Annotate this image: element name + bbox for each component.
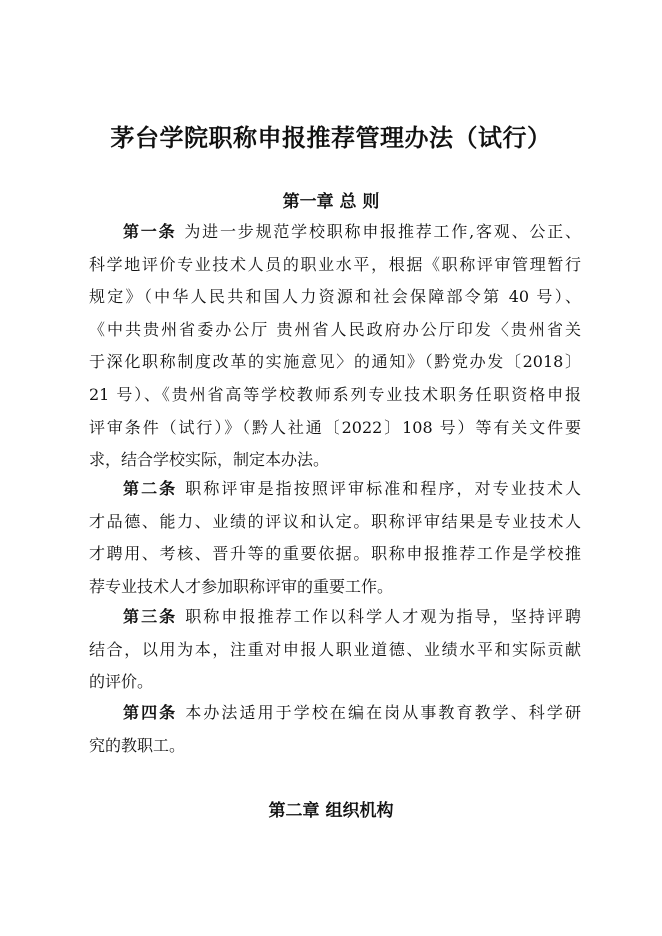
article-first-line bbox=[123, 702, 581, 724]
article-line bbox=[89, 384, 581, 406]
article-text: 才品德、能力、业绩的评议和认定。职称评审结果是专业技术人 bbox=[89, 511, 581, 531]
article-text: 21 号）、《贵州省高等学校教师系列专业技术职务任职资格申报 bbox=[89, 385, 581, 404]
article-text: 科学地评价专业技术人员的职业水平，根据《职称评审管理暂行 bbox=[89, 254, 581, 274]
article-line bbox=[89, 576, 581, 598]
document-title: 茅台学院职称申报推荐管理办法（试行） bbox=[110, 123, 552, 152]
article-line bbox=[89, 319, 581, 341]
article-line bbox=[89, 254, 581, 276]
chapter-heading-2: 第二章 组织机构 bbox=[268, 801, 394, 821]
article-line bbox=[89, 543, 581, 565]
article-first-line bbox=[123, 221, 581, 243]
article-text: 结合，以用为本，注重对申报人职业道德、业绩水平和实际贡献 bbox=[89, 639, 581, 659]
article-text: 究的教职工。 bbox=[89, 735, 186, 755]
article-first-line bbox=[123, 478, 581, 500]
article-text: 评审条件（试行）》（黔人社通〔2022〕108 号）等有关文件要 bbox=[89, 417, 581, 437]
article-text: 荐专业技术人才参加职称评审的重要工作。 bbox=[89, 576, 394, 596]
article-line bbox=[89, 639, 581, 661]
article-text: 为进一步规范学校职称申报推荐工作,客观、公正、 bbox=[184, 222, 581, 241]
article-text: 本办法适用于学校在编在岗从事教育教学、科学研 bbox=[185, 703, 581, 722]
article-text: 于深化职称制度改革的实施意见〉的通知》（黔党办发〔2018〕 bbox=[89, 352, 581, 372]
article-text: 求，结合学校实际，制定本办法。 bbox=[89, 450, 330, 470]
article-line bbox=[89, 511, 581, 533]
article-line bbox=[89, 286, 581, 308]
article-line bbox=[89, 735, 581, 757]
article-label: 第二条 bbox=[123, 479, 178, 498]
article-label: 第一条 bbox=[123, 222, 177, 241]
article-first-line bbox=[123, 606, 581, 628]
article-line bbox=[89, 417, 581, 439]
article-text: 才聘用、考核、晋升等的重要依据。职称申报推荐工作是学校推 bbox=[89, 544, 581, 564]
article-text: 《中共贵州省委办公厅 贵州省人民政府办公厅印发〈贵州省关 bbox=[89, 319, 581, 339]
article-line bbox=[89, 449, 581, 471]
article-line bbox=[89, 671, 581, 693]
article-text: 的评价。 bbox=[89, 672, 154, 692]
article-label: 第四条 bbox=[123, 703, 178, 722]
article-line bbox=[89, 351, 581, 373]
chapter-heading-1: 第一章 总 则 bbox=[282, 192, 380, 212]
article-text: 规定》（中华人民共和国人力资源和社会保障部令第 40 号）、 bbox=[89, 287, 581, 307]
article-label: 第三条 bbox=[123, 607, 178, 626]
article-text: 职称申报推荐工作以科学人才观为指导，坚持评聘 bbox=[185, 607, 581, 626]
article-text: 职称评审是指按照评审标准和程序，对专业技术人 bbox=[185, 479, 581, 498]
